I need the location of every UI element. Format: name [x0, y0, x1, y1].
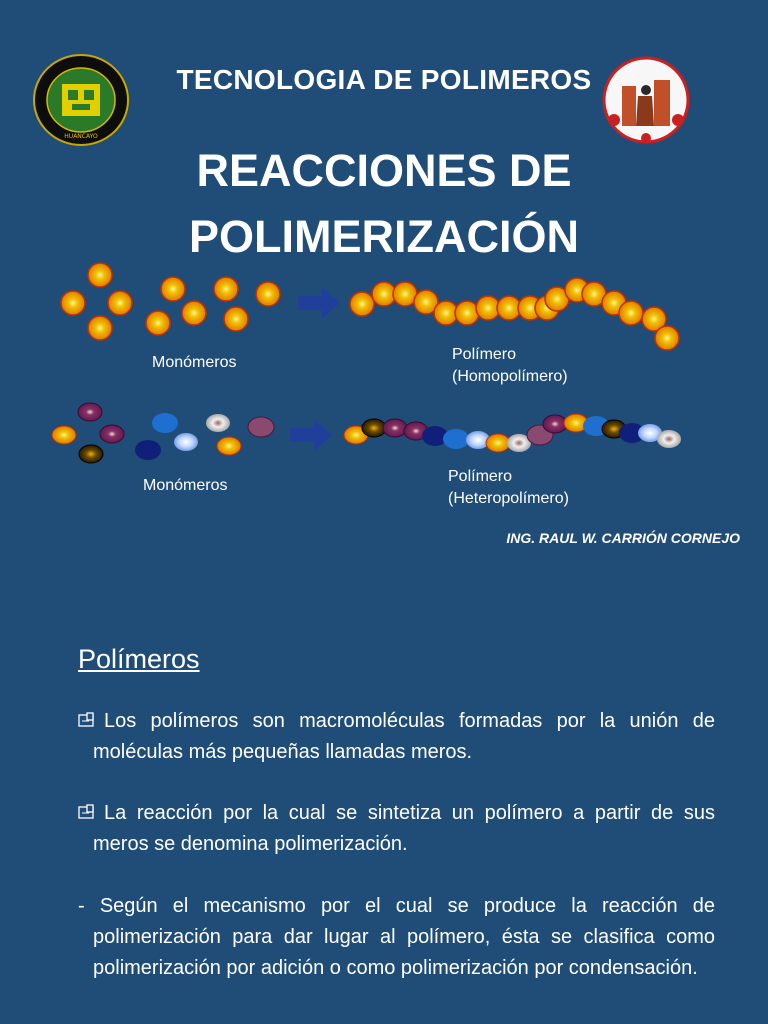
page-title: [0, 138, 768, 270]
polymer-label-2: Polímero: [448, 468, 513, 485]
reaction-arrow-2: [290, 419, 332, 451]
monomers-label-1: Monómeros: [152, 354, 237, 371]
monomer-group-2: [52, 403, 274, 463]
paragraph-1: [78, 706, 715, 768]
heteropolymer-sublabel: (Heteropolímero): [448, 490, 569, 507]
course-title: TECNOLOGIA DE POLIMEROS: [176, 64, 592, 95]
heteropolymer-diagram: [0, 395, 768, 475]
title-line-1: REACCIONES DE: [196, 145, 572, 196]
svg-text:HUANCAYO: HUANCAYO: [64, 133, 98, 140]
monomer-group-1: [61, 263, 280, 340]
homopolymer-diagram: [0, 255, 768, 355]
heteropolymer-label: [448, 466, 569, 510]
paragraph-1-text: Los polímeros son macromoléculas formadas por la unión de moléculas más pequeñas llamadas meros.: [93, 710, 715, 763]
homopolymer-label: [452, 344, 568, 388]
homopolymer-chain: [350, 278, 679, 350]
monomers-label-2: Monómeros: [143, 477, 228, 494]
title-line-2: POLIMERIZACIÓN: [189, 211, 579, 262]
bullet-icon: [78, 712, 100, 728]
section-heading: Polímeros: [78, 644, 200, 674]
polymer-label-1: Polímero: [452, 346, 517, 363]
paragraph-2-text: La reacción por la cual se sintetiza un polímero a partir de sus meros se denomina polimerización.: [93, 802, 715, 855]
author-credit: ING. RAUL W. CARRIÓN CORNEJO: [506, 530, 740, 546]
heteropolymer-chain: [344, 414, 681, 452]
reaction-arrow-1: [298, 287, 340, 319]
paragraph-3: - Según el mecanismo por el cual se produce la reacción de polimerización para dar lugar al polímero, ésta se clasifica como polimerización por adición o como polimerización por condensación.: [78, 895, 715, 979]
bullet-icon: [78, 804, 100, 820]
homopolymer-sublabel: (Homopolímero): [452, 368, 568, 385]
paragraph-2: [78, 798, 715, 860]
